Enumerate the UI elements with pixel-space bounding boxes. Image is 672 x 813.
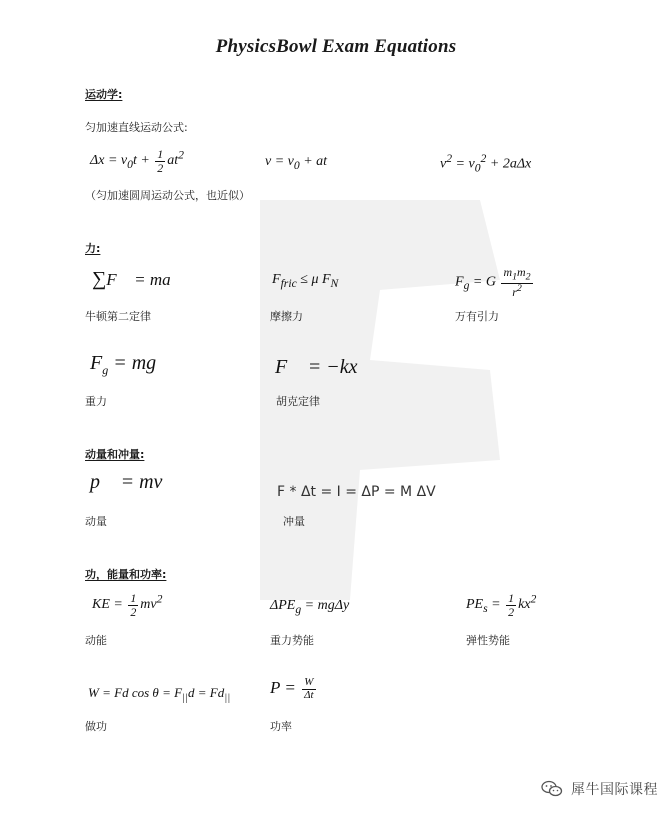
displacement-equation: $\Delta x = v_0t$ + $\frac{1}{2}$ $at^2$ (90, 147, 184, 175)
label-gravitation: 万有引力 (455, 310, 499, 323)
brand-name: 犀牛国际课程 (571, 782, 658, 798)
velocity-equation: $v = v_0$ + at (265, 154, 328, 172)
label-impulse: 冲量 (283, 515, 305, 528)
section-header-energy: 功，能量和功率: (85, 568, 167, 581)
friction-equation: $F_{fric} \le \mu$ $F_N$ (272, 272, 339, 290)
section-header-force: 力: (85, 242, 101, 255)
section-header-momentum: 动量和冲量: (85, 448, 145, 461)
gravitational-pe-equation: $\Delta PE_g = mg\Delta y$ (270, 598, 350, 616)
label-gravitational-pe: 重力势能 (270, 634, 314, 647)
newton-second-law-equation: ∑F⃗ = ma⃗ (92, 268, 184, 290)
label-friction: 摩擦力 (270, 310, 303, 323)
gravity-weight-equation: $F_g$ = mg (90, 352, 157, 377)
page-title: PhysicsBowl Exam Equations (215, 36, 457, 57)
kinetic-energy-equation: KE = $\frac{1}{2}$ $mv^2$ (92, 591, 163, 619)
brand-footer (541, 779, 658, 799)
label-elastic-pe: 弹性势能 (466, 634, 510, 647)
label-newton-second-law: 牛顿第二定律 (85, 310, 151, 323)
power-equation: P = $\frac{W}{\Delta t}$ (270, 676, 314, 701)
hooke-law-equation: F⃗ = −kx⃗ (275, 356, 374, 378)
elastic-pe-equation: $PE_s$ = $\frac{1}{2}$ $kx^2$ (466, 591, 537, 619)
wechat-icon (541, 780, 563, 798)
kinematics-intro: 匀加速直线运动公式: (85, 121, 188, 134)
label-power: 功率 (270, 720, 292, 733)
work-equation: W = Fd $\cos \theta = F_{||}d = Fd_{||}$ (88, 685, 231, 704)
kinematics-note: （匀加速圆周运动公式，也近似） (85, 189, 250, 202)
gravitation-equation: $F_g = G$ $\frac{m_1m_2}{r^2}$ (455, 265, 531, 299)
momentum-equation: p⃗ = mv⃗ (90, 471, 178, 493)
label-kinetic-energy: 动能 (85, 634, 107, 647)
label-hooke-law: 胡克定律 (276, 395, 320, 408)
watermark-logo (200, 160, 540, 640)
label-momentum: 动量 (85, 515, 107, 528)
velocity-squared-equation: $v^2 = v_0^2 + 2a\Delta x$ (440, 152, 532, 175)
section-header-kinematics: 运动学: (85, 88, 123, 101)
label-gravity: 重力 (85, 395, 107, 408)
label-work: 做功 (85, 720, 107, 733)
impulse-equation: F * Δt = I = ΔP = M ΔV (277, 484, 436, 500)
